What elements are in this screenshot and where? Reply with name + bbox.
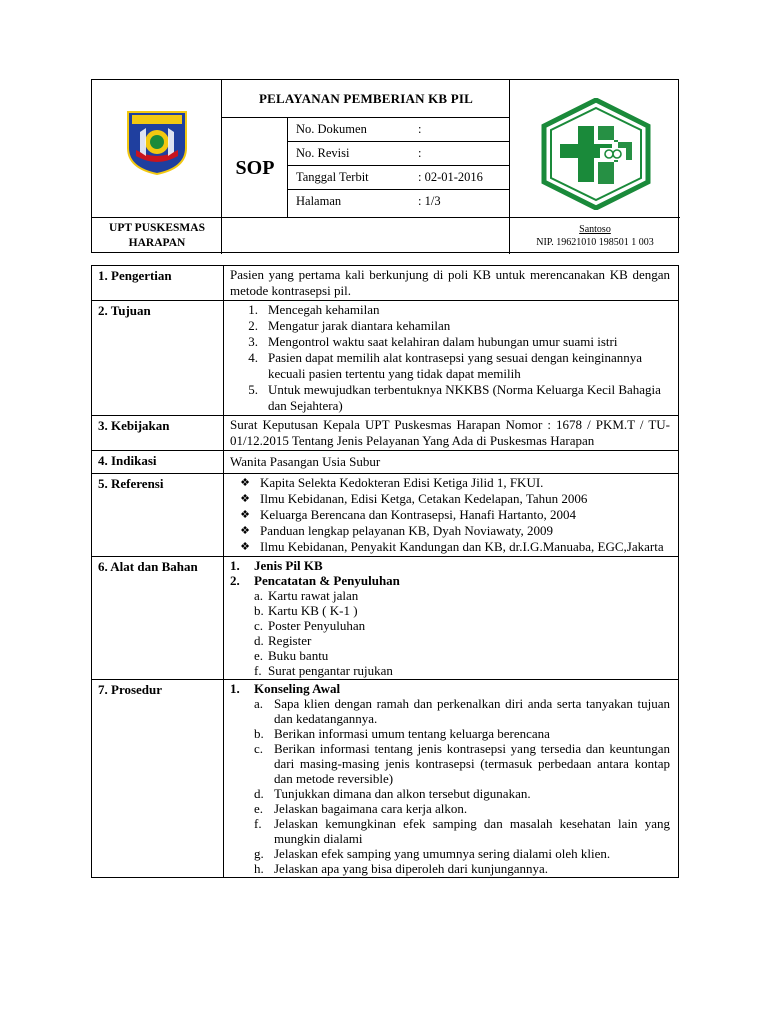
list-item: ❖ Kapita Selekta Kedokteran Edisi Ketiga Jilid 1, FKUI. [230, 475, 670, 491]
list-item: ❖ Ilmu Kebidanan, Edisi Ketga, Cetakan Kedelapan, Tahun 2006 [230, 491, 670, 507]
list-item: e. Buku bantu [254, 648, 329, 663]
diamond-bullet-icon: ❖ [240, 541, 250, 553]
diamond-bullet-icon: ❖ [240, 525, 250, 537]
list-item: 1. Mencegah kehamilan [248, 302, 380, 317]
document-header [91, 79, 679, 253]
regency-emblem-logo [122, 106, 192, 181]
diamond-bullet-icon: ❖ [240, 477, 250, 489]
section-prosedur: 7. Prosedur 1. Konseling Awal a. Sapa klien dengan ramah dan perkenalkan diri anda serta tanyakan tujuan dan kedatangannya. b. Berikan informasi umum tentang keluarga berencana c. Berikan informasi tentang jenis kontrasepsi yang tersedia dan keuntungan dari masing-masing jenis kontrasepsi (termasuk perbedaan antara kontap dan metode reversible) d. Tunjukkan dimana dan alkon tersebut digunakan. e. Jelaskan bagaimana cara kerja alkon. f. Jelaskan kemungkinan efek samping dan masalah kesehatan lain yang mungkin dialami g. Jelaskan efek samping yang umumnya sering dialami oleh klien. h. Jelaskan apa yang bisa diperoleh dari kunjungannya. [92, 679, 678, 877]
list-item: 4. Pasien dapat memilih alat kontrasepsi yang sesuai dengan keinginannya kecuali pasien tertentu yang tidak dapat memilih [248, 350, 643, 381]
diamond-bullet-icon: ❖ [240, 493, 250, 505]
signer-name: Santoso [579, 224, 611, 235]
list-item: ❖ Keluarga Berencana dan Kontrasepsi, Hanafi Hartanto, 2004 [230, 507, 670, 523]
section-kebijakan: 3. Kebijakan Surat Keputusan Kepala UPT Puskesmas Harapan Nomor : 1678 / PKM.T / TU-01/12.2015 Tentang Jenis Pelayanan Yang Ada di Puskesmas Harapan [92, 415, 678, 450]
meta-row-no-revisi: No. Revisi : [296, 146, 422, 160]
list-item: c. Berikan informasi tentang jenis kontrasepsi yang tersedia dan keuntungan dari masing-masing jenis kontrasepsi (termasuk perbedaan antara kontap dan metode reversible) [254, 741, 670, 786]
list-item: ❖ Ilmu Kebidanan, Penyakit Kandungan dan KB, dr.I.G.Manuaba, EGC,Jakarta [230, 539, 670, 555]
list-item: 5. Untuk mewujudkan terbentuknya NKKBS (Norma Keluarga Kecil Bahagia dan Sejahtera) [248, 382, 661, 413]
list-item: h. Jelaskan apa yang bisa diperoleh dari kunjungannya. [254, 861, 548, 876]
list-item: b. Kartu KB ( K-1 ) [254, 603, 358, 618]
list-item: g. Jelaskan efek samping yang umumnya sering dialami oleh klien. [254, 846, 611, 861]
list-item: b. Berikan informasi umum tentang keluarga berencana [254, 726, 550, 741]
meta-row-no-dokumen: No. Dokumen : [296, 122, 422, 136]
section-referensi: 5. Referensi ❖ Kapita Selekta Kedokteran Edisi Ketiga Jilid 1, FKUI. ❖ Ilmu Kebidanan, Edisi Ketga, Cetakan Kedelapan, Tahun 2006 ❖ Keluarga Berencana dan Kontrasepsi, Hanafi Hartanto, 2004 ❖ Panduan lengkap pelayanan KB, Dyah Noviawaty, 2009 ❖ Ilmu Kebidanan, Penyakit Kandungan dan KB, dr.I.G.Manuaba, EGC,Jakarta [92, 473, 678, 556]
sop-label: SOP [235, 156, 275, 179]
signer-nip: NIP. 19621010 198501 1 003 [536, 237, 654, 248]
document-title: PELAYANAN PEMBERIAN KB PIL [258, 91, 474, 106]
section-indikasi: 4. Indikasi Wanita Pasangan Usia Subur [92, 450, 678, 473]
signature-block [510, 218, 680, 254]
list-item: ❖ Panduan lengkap pelayanan KB, Dyah Noviawaty, 2009 [230, 523, 670, 539]
section-pengertian: 1. Pengertian Pasien yang pertama kali berkunjung di poli KB untuk merencanakan KB dengan metode kontrasepsi pil. [92, 266, 678, 300]
list-item: c. Poster Penyuluhan [254, 618, 366, 633]
list-item: d. Tunjukkan dimana dan alkon tersebut digunakan. [254, 786, 531, 801]
list-item: 2. Mengatur jarak diantara kehamilan [248, 318, 451, 333]
list-item: d. Register [254, 633, 312, 648]
unit-name: UPT PUSKESMAS HARAPAN [109, 222, 205, 249]
list-item: 3. Mengontrol waktu saat kelahiran dalam hubungan umur suami istri [248, 334, 618, 349]
meta-row-tanggal-terbit: Tanggal Terbit : 02-01-2016 [296, 170, 483, 184]
list-item: a. Kartu rawat jalan [254, 588, 359, 603]
list-item: a. Sapa klien dengan ramah dan perkenalkan diri anda serta tanyakan tujuan dan kedatangannya. [254, 696, 670, 726]
list-item: f. Surat pengantar rujukan [254, 663, 393, 678]
section-tujuan: 2. Tujuan 1. Mencegah kehamilan 2. Mengatur jarak diantara kehamilan 3. Mengontrol waktu saat kelahiran dalam hubungan umur suami istri 4. Pasien dapat memilih alat kontrasepsi yang sesuai dengan keinginannya kecuali pasien tertentu yang tidak dapat memilih 5. Untuk mewujudkan terbentuknya NKKBS (Norma Keluarga Kecil Bahagia dan Sejahtera) [92, 300, 678, 415]
meta-row-halaman: Halaman : 1/3 [296, 194, 441, 208]
puskesmas-logo [538, 98, 654, 215]
section-alat-dan-bahan: 6. Alat dan Bahan 1. Jenis Pil KB 2. Pencatatan & Penyuluhan a. Kartu rawat jalan b. Kartu KB ( K-1 ) c. Poster Penyuluhan d. Register e. Buku bantu f. Surat pengantar rujukan [92, 556, 678, 679]
sop-content-table [91, 265, 679, 878]
list-item: e. Jelaskan bagaimana cara kerja alkon. [254, 801, 468, 816]
diamond-bullet-icon: ❖ [240, 509, 250, 521]
list-item: f. Jelaskan kemungkinan efek samping dan masalah kesehatan lain yang mungkin dialami [254, 816, 670, 846]
